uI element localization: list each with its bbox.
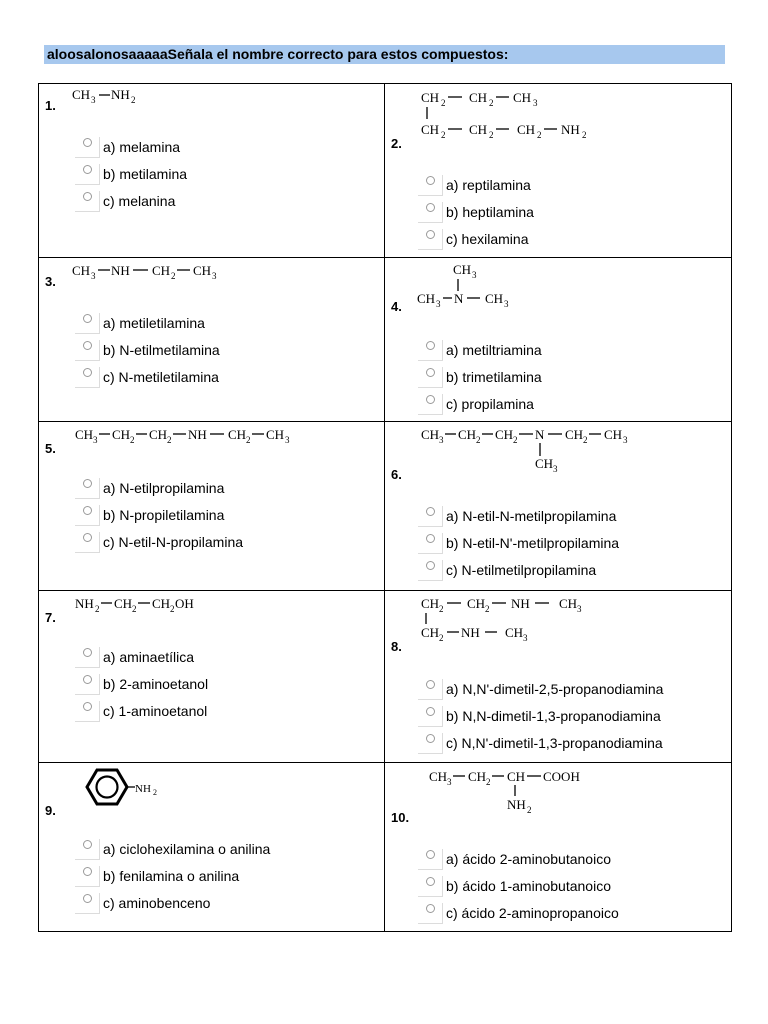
- svg-text:CH: CH: [72, 87, 91, 102]
- option-b[interactable]: b) metilamina: [75, 164, 187, 191]
- options-q4: [418, 340, 542, 421]
- option-c[interactable]: c) hexilamina: [418, 229, 534, 256]
- svg-text:CH: CH: [513, 90, 532, 105]
- options-q2: [418, 175, 534, 256]
- svg-text:NH: NH: [135, 783, 151, 795]
- radio-button[interactable]: [426, 230, 435, 239]
- option-a[interactable]: a) melamina: [75, 137, 187, 164]
- radio-button[interactable]: [426, 176, 435, 185]
- svg-text:2: 2: [153, 788, 157, 797]
- radio-button[interactable]: [83, 506, 92, 515]
- svg-text:CH: CH: [228, 427, 247, 442]
- option-c[interactable]: c) N,N'-dimetil-1,3-propanodiamina: [418, 733, 663, 760]
- svg-text:N: N: [535, 427, 545, 442]
- option-c[interactable]: c) N-metiletilamina: [75, 367, 220, 394]
- options-q9: [75, 839, 270, 920]
- svg-text:3: 3: [93, 435, 98, 445]
- option-a[interactable]: a) N,N'-dimetil-2,5-propanodiamina: [418, 679, 663, 706]
- radio-button[interactable]: [426, 734, 435, 743]
- svg-text:NH: NH: [75, 596, 94, 611]
- svg-text:3: 3: [472, 270, 477, 280]
- svg-text:2: 2: [485, 604, 490, 614]
- svg-text:2: 2: [439, 633, 444, 643]
- svg-text:2: 2: [583, 435, 588, 445]
- question-5-cell: [39, 422, 385, 591]
- radio-button[interactable]: [426, 904, 435, 913]
- question-number: 7.: [45, 610, 56, 625]
- svg-text:3: 3: [533, 98, 538, 108]
- svg-text:CH: CH: [152, 596, 171, 611]
- radio-button[interactable]: [83, 533, 92, 542]
- option-b[interactable]: b) ácido 1-aminobutanoico: [418, 876, 619, 903]
- svg-text:2: 2: [131, 95, 136, 105]
- question-2-cell: [385, 84, 732, 258]
- option-b[interactable]: b) N-propiletilamina: [75, 505, 243, 532]
- radio-button[interactable]: [426, 368, 435, 377]
- option-a[interactable]: a) reptilamina: [418, 175, 534, 202]
- questions-table: [38, 83, 732, 932]
- svg-text:CH: CH: [458, 427, 477, 442]
- benzene-ring-icon: [75, 765, 205, 815]
- question-number: 8.: [391, 639, 402, 654]
- question-10-cell: [385, 763, 732, 932]
- svg-text:CH: CH: [112, 427, 131, 442]
- svg-text:2: 2: [132, 604, 137, 614]
- svg-text:CH: CH: [495, 427, 514, 442]
- svg-text:2: 2: [167, 435, 172, 445]
- svg-text:3: 3: [285, 435, 290, 445]
- option-c[interactable]: c) ácido 2-aminopropanoico: [418, 903, 619, 930]
- question-number: 6.: [391, 467, 402, 482]
- radio-button[interactable]: [83, 702, 92, 711]
- radio-button[interactable]: [426, 680, 435, 689]
- svg-text:CH: CH: [193, 263, 212, 278]
- svg-text:CH: CH: [152, 263, 171, 278]
- formula-8: [419, 593, 619, 653]
- option-a[interactable]: a) ácido 2-aminobutanoico: [418, 849, 619, 876]
- radio-button[interactable]: [83, 165, 92, 174]
- svg-text:2: 2: [513, 435, 518, 445]
- svg-text:CH: CH: [429, 769, 448, 784]
- options-q5: [75, 478, 243, 559]
- svg-text:CH: CH: [468, 769, 487, 784]
- svg-text:CH: CH: [75, 427, 94, 442]
- svg-text:CH: CH: [421, 427, 440, 442]
- svg-text:COOH: COOH: [543, 769, 580, 784]
- svg-text:2: 2: [527, 805, 532, 815]
- formula-4: [415, 260, 575, 320]
- radio-button[interactable]: [83, 675, 92, 684]
- radio-button[interactable]: [83, 314, 92, 323]
- svg-text:2: 2: [130, 435, 135, 445]
- option-c[interactable]: c) N-etil-N-propilamina: [75, 532, 243, 559]
- svg-text:2: 2: [489, 98, 494, 108]
- svg-text:OH: OH: [175, 596, 194, 611]
- option-c[interactable]: c) melanina: [75, 191, 187, 218]
- option-b[interactable]: b) 2-aminoetanol: [75, 674, 208, 701]
- svg-text:CH: CH: [604, 427, 623, 442]
- formula-10: [427, 765, 627, 825]
- formula-2: [419, 86, 619, 146]
- svg-text:2: 2: [537, 130, 542, 140]
- option-a[interactable]: a) metiletilamina: [75, 313, 220, 340]
- question-3-cell: [39, 258, 385, 422]
- svg-text:3: 3: [504, 299, 509, 309]
- option-c[interactable]: c) N-etilmetilpropilamina: [418, 560, 619, 587]
- svg-text:CH: CH: [421, 596, 440, 611]
- svg-text:NH: NH: [507, 797, 526, 812]
- svg-text:CH: CH: [417, 291, 436, 306]
- radio-button[interactable]: [426, 561, 435, 570]
- question-9-cell: [39, 763, 385, 932]
- options-q6: [418, 506, 619, 587]
- svg-text:3: 3: [523, 633, 528, 643]
- svg-text:CH: CH: [453, 262, 472, 277]
- question-1-cell: [39, 84, 385, 258]
- option-b[interactable]: b) heptilamina: [418, 202, 534, 229]
- radio-button[interactable]: [426, 850, 435, 859]
- options-q7: [75, 647, 208, 728]
- svg-text:2: 2: [476, 435, 481, 445]
- svg-text:CH: CH: [517, 122, 536, 137]
- radio-button[interactable]: [426, 341, 435, 350]
- question-number: 5.: [45, 441, 56, 456]
- option-b[interactable]: b) N-etilmetilamina: [75, 340, 220, 367]
- radio-button[interactable]: [83, 138, 92, 147]
- svg-text:2: 2: [170, 604, 175, 614]
- formula-5: [73, 424, 333, 452]
- question-number: 2.: [391, 136, 402, 151]
- svg-text:CH: CH: [149, 427, 168, 442]
- svg-text:CH: CH: [507, 769, 526, 784]
- question-number: 9.: [45, 803, 56, 818]
- option-a[interactable]: a) ciclohexilamina o anilina: [75, 839, 270, 866]
- option-b[interactable]: b) N-etil-N'-metilpropilamina: [418, 533, 619, 560]
- page-title: aloosalonosaaaaaSeñala el nombre correcto para estos compuestos:: [44, 45, 725, 64]
- svg-text:3: 3: [436, 299, 441, 309]
- radio-button[interactable]: [83, 192, 92, 201]
- radio-button[interactable]: [426, 877, 435, 886]
- question-6-cell: [385, 422, 732, 591]
- option-a[interactable]: a) N-etilpropilamina: [75, 478, 243, 505]
- radio-button[interactable]: [426, 534, 435, 543]
- svg-text:3: 3: [91, 271, 96, 281]
- svg-text:CH: CH: [114, 596, 133, 611]
- svg-text:2: 2: [486, 777, 491, 787]
- radio-button[interactable]: [426, 507, 435, 516]
- svg-text:NH: NH: [111, 87, 130, 102]
- svg-text:CH: CH: [421, 625, 440, 640]
- question-number: 10.: [391, 810, 410, 825]
- option-b[interactable]: b) trimetilamina: [418, 367, 542, 394]
- formula-7: [73, 593, 273, 621]
- svg-text:3: 3: [212, 271, 217, 281]
- svg-text:3: 3: [439, 435, 444, 445]
- svg-text:CH: CH: [467, 596, 486, 611]
- svg-text:2: 2: [441, 130, 446, 140]
- option-a[interactable]: a) N-etil-N-metilpropilamina: [418, 506, 619, 533]
- radio-button[interactable]: [83, 867, 92, 876]
- question-4-cell: [385, 258, 732, 422]
- svg-text:2: 2: [441, 98, 446, 108]
- svg-text:NH: NH: [561, 122, 580, 137]
- options-q1: [75, 137, 187, 218]
- svg-text:CH: CH: [559, 596, 578, 611]
- svg-text:NH: NH: [511, 596, 530, 611]
- options-q8: [418, 679, 663, 760]
- radio-button[interactable]: [83, 894, 92, 903]
- radio-button[interactable]: [426, 707, 435, 716]
- radio-button[interactable]: [426, 395, 435, 404]
- svg-text:2: 2: [95, 604, 100, 614]
- svg-text:NH: NH: [461, 625, 480, 640]
- options-q10: [418, 849, 619, 930]
- svg-text:2: 2: [582, 130, 587, 140]
- option-c[interactable]: c) propilamina: [418, 394, 542, 421]
- question-number: 1.: [45, 98, 56, 113]
- question-number: 3.: [45, 274, 56, 289]
- question-7-cell: [39, 591, 385, 763]
- svg-text:CH: CH: [421, 90, 440, 105]
- svg-text:CH: CH: [421, 122, 440, 137]
- svg-text:2: 2: [246, 435, 251, 445]
- radio-button[interactable]: [83, 840, 92, 849]
- svg-text:3: 3: [577, 604, 582, 614]
- options-q3: [75, 313, 220, 394]
- svg-text:CH: CH: [565, 427, 584, 442]
- svg-text:2: 2: [439, 604, 444, 614]
- svg-text:CH: CH: [72, 263, 91, 278]
- radio-button[interactable]: [426, 203, 435, 212]
- svg-text:CH: CH: [485, 291, 504, 306]
- svg-text:CH: CH: [505, 625, 524, 640]
- option-b[interactable]: b) N,N-dimetil-1,3-propanodiamina: [418, 706, 663, 733]
- radio-button[interactable]: [83, 368, 92, 377]
- formula-3: [69, 260, 269, 288]
- option-c[interactable]: c) aminobenceno: [75, 893, 270, 920]
- formula-6: [419, 424, 679, 484]
- svg-text:3: 3: [91, 95, 96, 105]
- svg-text:3: 3: [553, 464, 558, 474]
- svg-text:NH: NH: [188, 427, 207, 442]
- option-b[interactable]: b) fenilamina o anilina: [75, 866, 270, 893]
- question-number: 4.: [391, 299, 402, 314]
- radio-button[interactable]: [83, 648, 92, 657]
- svg-text:CH: CH: [469, 90, 488, 105]
- svg-text:N: N: [454, 291, 464, 306]
- svg-text:CH: CH: [469, 122, 488, 137]
- svg-text:2: 2: [171, 271, 176, 281]
- question-8-cell: [385, 591, 732, 763]
- option-c[interactable]: c) 1-aminoetanol: [75, 701, 208, 728]
- svg-text:CH: CH: [266, 427, 285, 442]
- svg-text:CH: CH: [535, 456, 554, 471]
- option-a[interactable]: a) aminaetílica: [75, 647, 208, 674]
- radio-button[interactable]: [83, 341, 92, 350]
- option-a[interactable]: a) metiltriamina: [418, 340, 542, 367]
- svg-text:2: 2: [489, 130, 494, 140]
- svg-text:3: 3: [447, 777, 452, 787]
- svg-text:NH: NH: [111, 263, 130, 278]
- formula-1: [69, 86, 189, 114]
- svg-text:3: 3: [623, 435, 628, 445]
- radio-button[interactable]: [83, 479, 92, 488]
